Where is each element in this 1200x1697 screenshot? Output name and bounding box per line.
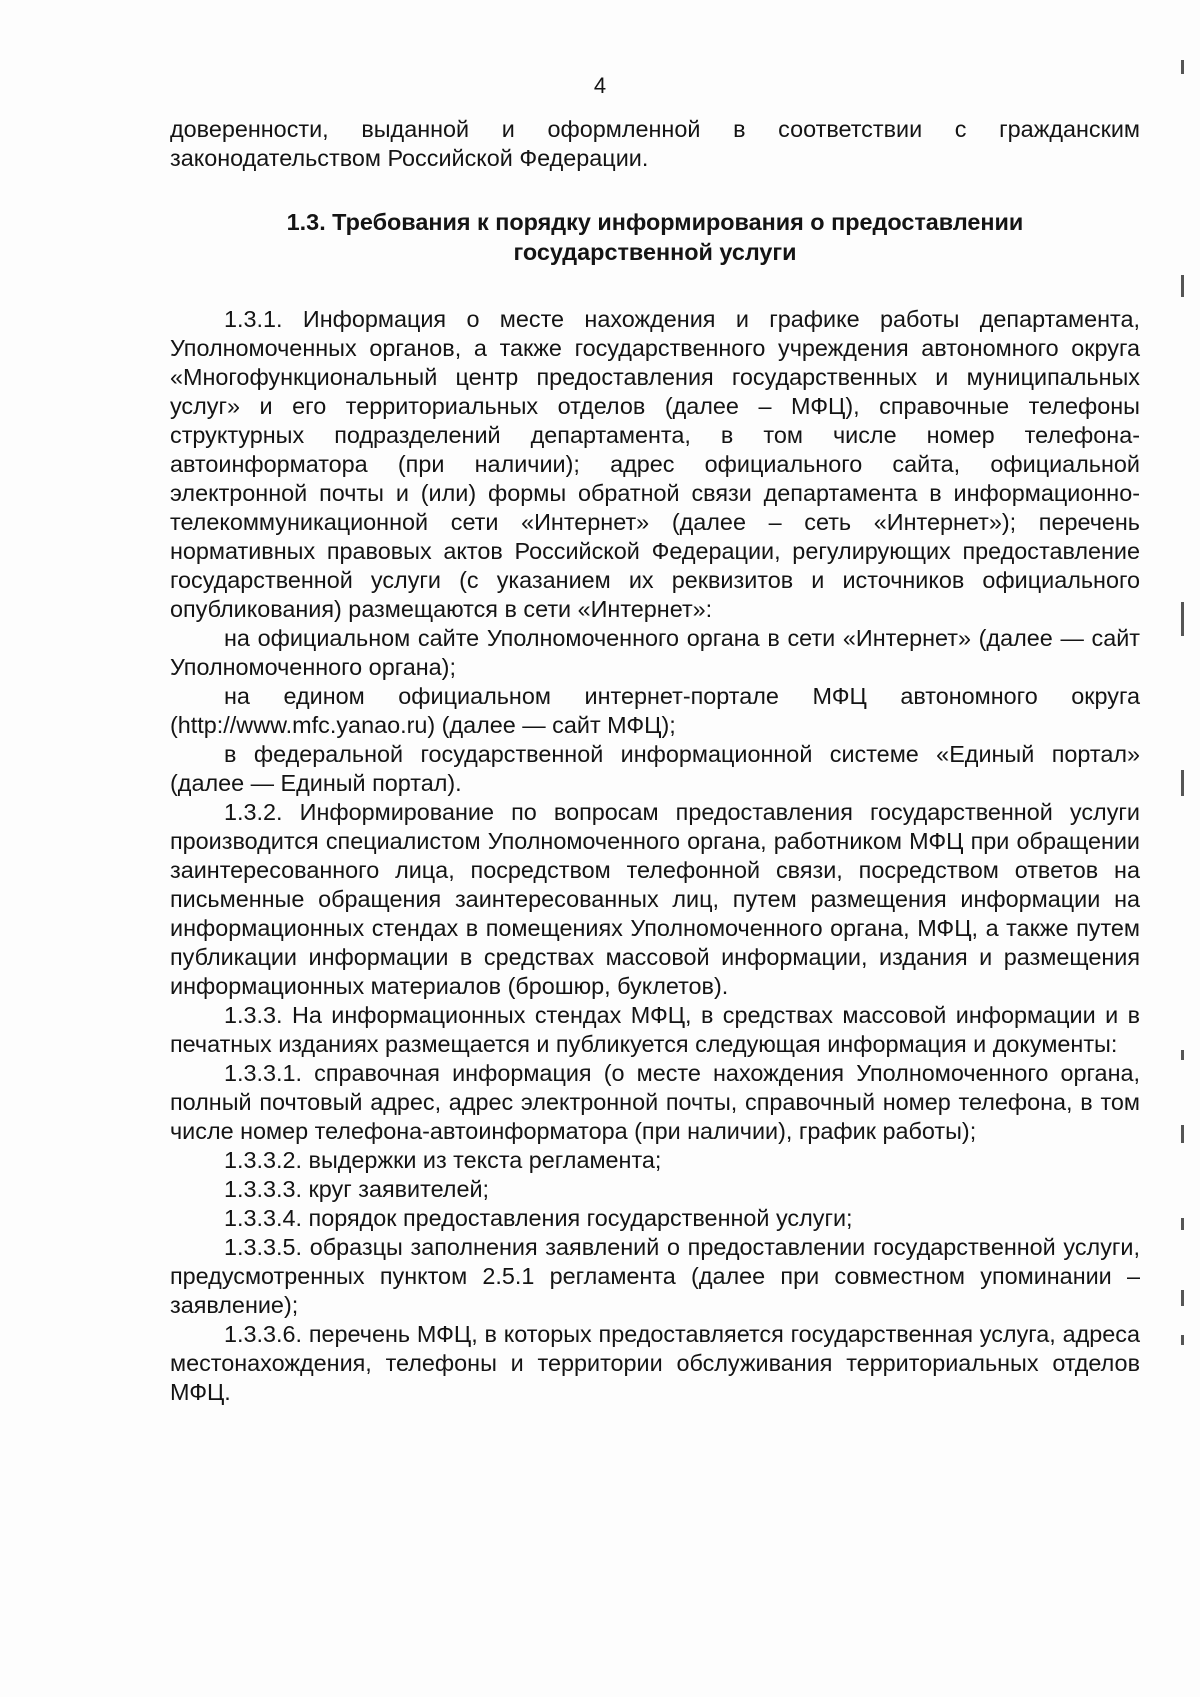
paragraph-site-authority: на официальном сайте Уполномоченного органа в сети «Интернет» (далее — сайт Уполномоченного органа);	[170, 625, 1140, 680]
continuation-text: доверенности, выданной и оформленной в соответствии с гражданским законодательством Российской Федерации.	[170, 116, 1140, 171]
paragraph-unified-portal: в федеральной государственной информационной системе «Единый портал» (далее — Единый портал).	[170, 741, 1140, 796]
paragraph-1-3-3-5: 1.3.3.5. образцы заполнения заявлений о предоставлении государственной услуги, предусмотренных пунктом 2.5.1 регламента (далее при совместном упоминании – заявление);	[170, 1234, 1140, 1318]
paragraph-1-3-1: 1.3.1. Информация о месте нахождения и графике работы департамента, Уполномоченных органов, а также государственного учреждения автономного округа «Многофункциональный центр предоставления государственных и муниципальных услуг» и его территориальных отделов (далее – МФЦ), справочные телефоны структурных подразделений департамента, в том числе номер телефона-автоинформатора (при наличии); адрес официального сайта, официальной электронной почты и (или) формы обратной связи департамента в информационно-телекоммуникационной сети «Интернет» (далее – сеть «Интернет»); перечень нормативных правовых актов Российской Федерации, регулирующих предоставление государственной услуги (с указанием их реквизитов и источников официального опубликования) размещаются в сети «Интернет»:	[170, 306, 1140, 622]
scan-edge-mark	[1181, 60, 1184, 74]
paragraph-1-3-3-4: 1.3.3.4. порядок предоставления государственной услуги;	[224, 1205, 853, 1231]
paragraph-1-3-3-6: 1.3.3.6. перечень МФЦ, в которых предоставляется государственная услуга, адреса местонахождения, телефоны и территории обслуживания территориальных отделов МФЦ.	[170, 1321, 1140, 1405]
scan-edge-mark	[1181, 602, 1184, 636]
paragraph-1-3-3: 1.3.3. На информационных стендах МФЦ, в средствах массовой информации и в печатных изданиях размещается и публикуется следующая информация и документы:	[170, 1002, 1140, 1057]
section-body	[170, 305, 1140, 1407]
section-heading	[170, 207, 1140, 267]
paragraph-1-3-3-3: 1.3.3.3. круг заявителей;	[224, 1176, 490, 1202]
scan-edge-mark	[1181, 1218, 1184, 1230]
paragraph-1-3-3-1: 1.3.3.1. справочная информация (о месте нахождения Уполномоченного органа, полный почтовый адрес, адрес электронной почты, справочный номер телефона, в том числе номер телефона-автоинформатора (при наличии), график работы);	[170, 1060, 1140, 1144]
page-number: 4	[593, 73, 607, 98]
scan-edge-mark	[1181, 1290, 1184, 1306]
scan-edge-mark	[1181, 770, 1184, 796]
scan-edge-mark	[1181, 275, 1184, 297]
paragraph-1-3-2: 1.3.2. Информирование по вопросам предоставления государственной услуги производится специалистом Уполномоченного органа, работником МФЦ при обращении заинтересованного лица, посредством телефонной связи, посредством ответов на письменные обращения заинтересованных лиц, путем размещения информации на информационных стендах в помещениях Уполномоченного органа, МФЦ, а также путем публикации информации в средствах массовой информации, издания и размещения информационных материалов (брошюр, буклетов).	[170, 799, 1140, 999]
paragraph-site-mfc: на едином официальном интернет-портале МФЦ автономного округа (http://www.mfc.yanao.ru) (далее — сайт МФЦ);	[170, 683, 1140, 738]
scan-edge-mark	[1181, 1335, 1184, 1345]
section-heading-line-1: 1.3. Требования к порядку информирования о предоставлении	[286, 209, 1024, 235]
scan-edge-mark	[1181, 1125, 1184, 1143]
section-heading-line-2: государственной услуги	[513, 239, 797, 265]
paragraph-1-3-3-2: 1.3.3.2. выдержки из текста регламента;	[224, 1147, 662, 1173]
scan-edge-mark	[1181, 1050, 1184, 1060]
